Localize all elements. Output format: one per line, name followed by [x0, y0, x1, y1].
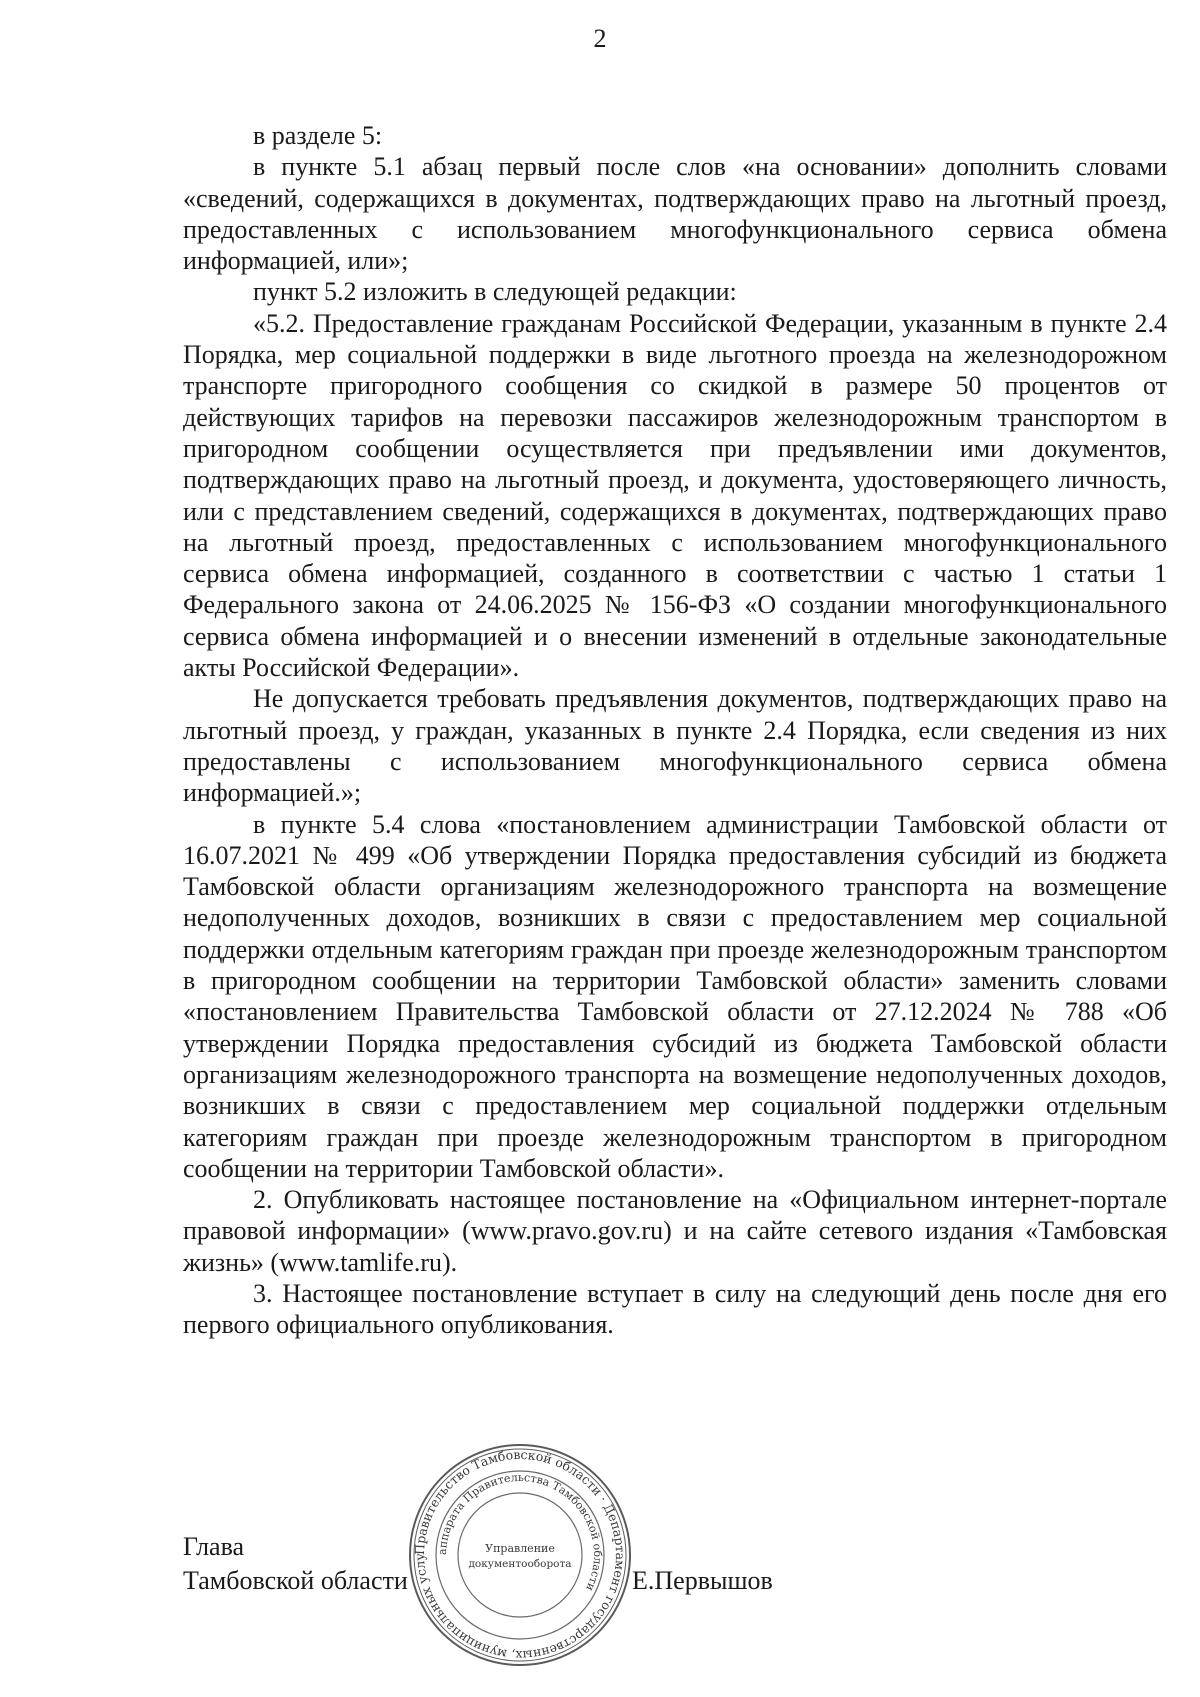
paragraph-section5-heading: в разделе 5: [253, 121, 383, 150]
signature-block [183, 1530, 408, 1598]
document-body [183, 120, 1167, 1341]
paragraph-point-5-1: в пункте 5.1 абзац первый после слов «на основании» дополнить словами «сведений, содержащихся в документах, подтверждающих право на льготный проезд, предоставленных с использованием многофункционального сервиса обмена информацией, или»; [183, 152, 1167, 276]
stamp-center-line2: документооборота [468, 1558, 572, 1570]
paragraph-point-5-4: в пункте 5.4 слова «постановлением администрации Тамбовской области от 16.07.2021 № 499 «Об утверждении Порядка предоставления субсидий из бюджета Тамбовской области организациям железнодорожного транспорта на возмещение недополученных доходов, возникших в связи с предоставлением мер социальной поддержки отдельным категориям граждан при проезде железнодорожным транспортом в пригородном сообщении на территории Тамбовской области» заменить словами «постановлением Правительства Тамбовской области от 27.12.2024 № 788 «Об утверждении Порядка предоставления субсидий из бюджета Тамбовской области организациям железнодорожного транспорта на возмещение недополученных доходов, возникших в связи с предоставлением мер социальной поддержки отдельным категориям граждан при проезде железнодорожным транспортом в пригородном сообщении на территории Тамбовской области». [183, 809, 1167, 1183]
paragraph-publish: 2. Опубликовать настоящее постановление на «Официальном интернет-портале правовой информации» (www.pravo.gov.ru) и на сайте сетевого издания «Тамбовская жизнь» (www.tamlife.ru). [183, 1185, 1167, 1277]
signature-title-line1: Глава [183, 1532, 245, 1561]
official-stamp [399, 1428, 635, 1670]
paragraph-no-documents-required: Не допускается требовать предъявления документов, подтверждающих право на льготный проезд, у граждан, указанных в пункте 2.4 Порядка, если сведения из них предоставлены с использованием многофункционального сервиса обмена информацией.»; [183, 684, 1167, 808]
stamp-outer-ring: Правительство Тамбовской области · Департамент государственных, муниципальных услуг и документооборота · Правительство Тамбовской [399, 1428, 629, 1664]
signature-name: Е.Первышов [632, 1566, 773, 1595]
stamp-graphic [399, 1428, 635, 1670]
stamp-inner-ring: аппарата Правительства Тамбовской области [435, 1470, 605, 1594]
page-number: 2 [593, 24, 607, 53]
stamp-center-line1: Управление [485, 1542, 555, 1555]
signature-title-line2: Тамбовской области [183, 1566, 408, 1595]
paragraph-point-5-2-text: «5.2. Предоставление гражданам Российской Федерации, указанным в пункте 2.4 Порядка, мер социальной поддержки в виде льготного проезда на железнодорожном транспорте пригородного сообщения со скидкой в размере 50 процентов от действующих тарифов на перевозки пассажиров железнодорожным транспортом в пригородном сообщении осуществляется при предъявлении ими документов, подтверждающих право на льготный проезд, и документа, удостоверяющего личность, или с представлением сведений, содержащихся в документах, подтверждающих право на льготный проезд, предоставленных с использованием многофункционального сервиса обмена информацией, созданного в соответствии с частью 1 статьи 1 Федерального закона от 24.06.2025 № 156-ФЗ «О создании многофункционального сервиса обмена информацией и о внесении изменений в отдельные законодательные акты Российской Федерации». [183, 308, 1167, 683]
paragraph-effective-date: 3. Настоящее постановление вступает в силу на следующий день после дня его первого официального опубликования. [183, 1278, 1167, 1340]
paragraph-point-5-2-intro: пункт 5.2 изложить в следующей редакции: [253, 277, 737, 307]
